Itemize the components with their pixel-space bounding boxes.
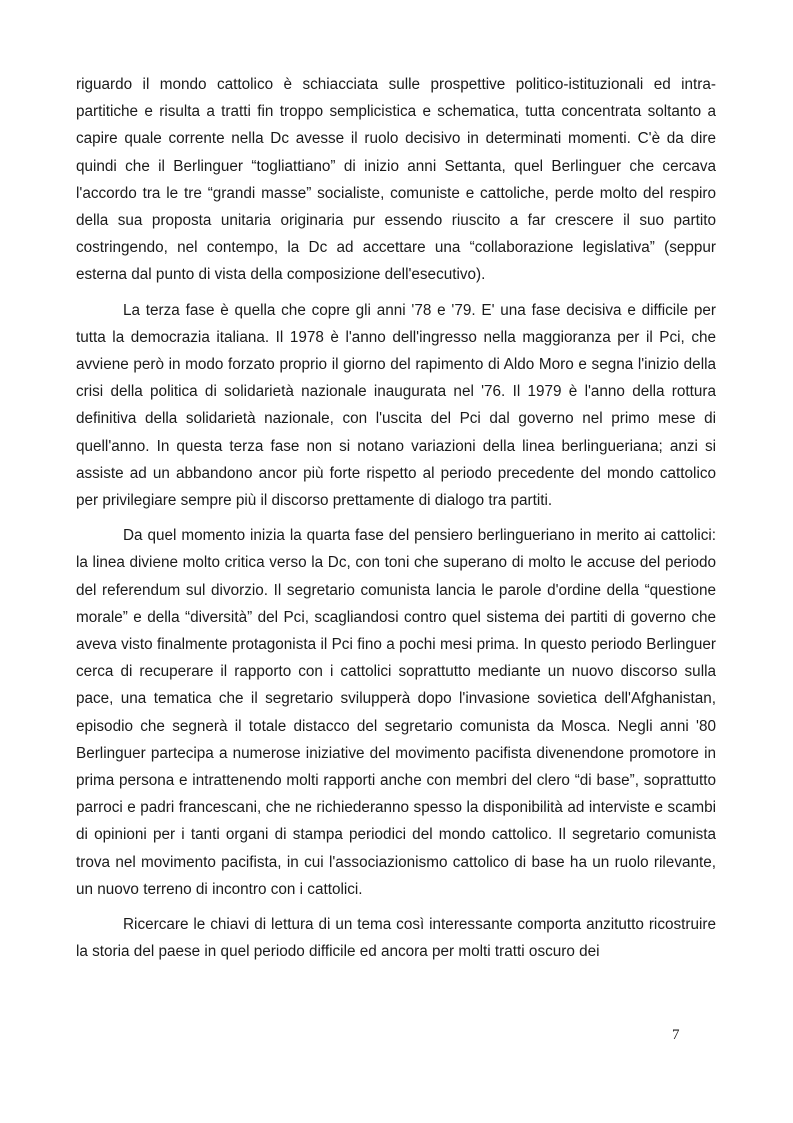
paragraph-continuation: riguardo il mondo cattolico è schiacciata sulle prospettive politico-istituzionali ed intra-partitiche e risulta a tratti fin troppo semplicistica e schematica, tutta concentrata soltanto a capire quale corrente nella Dc avesse il ruolo decisivo in determinati momenti. C'è da dire quindi che il Berlinguer “togliattiano” di inizio anni Settanta, quel Berlinguer che cercava l'accordo tra le tre “grandi masse” socialiste, comuniste e cattoliche, perde molto del respiro della sua proposta unitaria originaria pur essendo riuscito a far crescere il suo partito costringendo, nel contempo, la Dc ad accettare una “collaborazione legislativa” (seppur esterna dal punto di vista della composizione dell'esecutivo). <box>76 76 716 284</box>
page-number: 7 <box>672 1027 680 1043</box>
paragraph-fourth-phase: Da quel momento inizia la quarta fase del pensiero berlingueriano in merito ai cattolici: la linea diviene molto critica verso la Dc, con toni che superano di molto le accuse del periodo del referendum sul divorzio. Il segretario comunista lancia le parole d'ordine della “questione morale” e della “diversità” del Pci, scagliandosi contro quel sistema dei partiti di governo che aveva visto finalmente protagonista il Pci fino a pochi mesi prima. In questo periodo Berlinguer cerca di recuperare il rapporto con i cattolici soprattutto mediante un nuovo discorso sulla pace, una tematica che il segretario svilupperà dopo l'invasione sovietica dell'Afghanistan, episodio che segnerà il totale distacco del segretario comunista da Mosca. Negli anni '80 Berlinguer partecipa a numerose iniziative del movimento pacifista divenendone promotore in prima persona e intrattenendo molti rapporti anche con membri del clero “di base”, soprattutto parroci e padri francescani, che ne richiederanno spesso la disponibilità ad interviste e scambi di opinioni per i tanti organi di stampa periodici del mondo cattolico. Il segretario comunista trova nel movimento pacifista, in cui l'associazionismo cattolico di base ha un ruolo rilevante, un nuovo terreno di incontro con i cattolici. <box>76 527 716 898</box>
body-text <box>76 71 716 974</box>
paragraph-third-phase: La terza fase è quella che copre gli anni '78 e '79. E' una fase decisiva e difficile per tutta la democrazia italiana. Il 1978 è l'anno dell'ingresso nella maggioranza per il Pci, che avviene però in modo forzato proprio il giorno del rapimento di Aldo Moro e segna l'inizio della crisi della politica di solidarietà nazionale inaugurata nel '76. Il 1979 è l'anno della rottura definitiva della solidarietà nazionale, con l'uscita del Pci dal governo nel primo mese di quell'anno. In questa terza fase non si notano variazioni della linea berlingueriana; anzi si assiste ad un abbandono ancor più forte rispetto al periodo precedente del mondo cattolico per privilegiare sempre più il discorso prettamente di dialogo tra partiti. <box>76 301 716 510</box>
paragraph-research-keys: Ricercare le chiavi di lettura di un tema così interessante comporta anzitutto ricostruire la storia del paese in quel periodo difficile ed ancora per molti tratti oscuro dei <box>76 916 716 961</box>
